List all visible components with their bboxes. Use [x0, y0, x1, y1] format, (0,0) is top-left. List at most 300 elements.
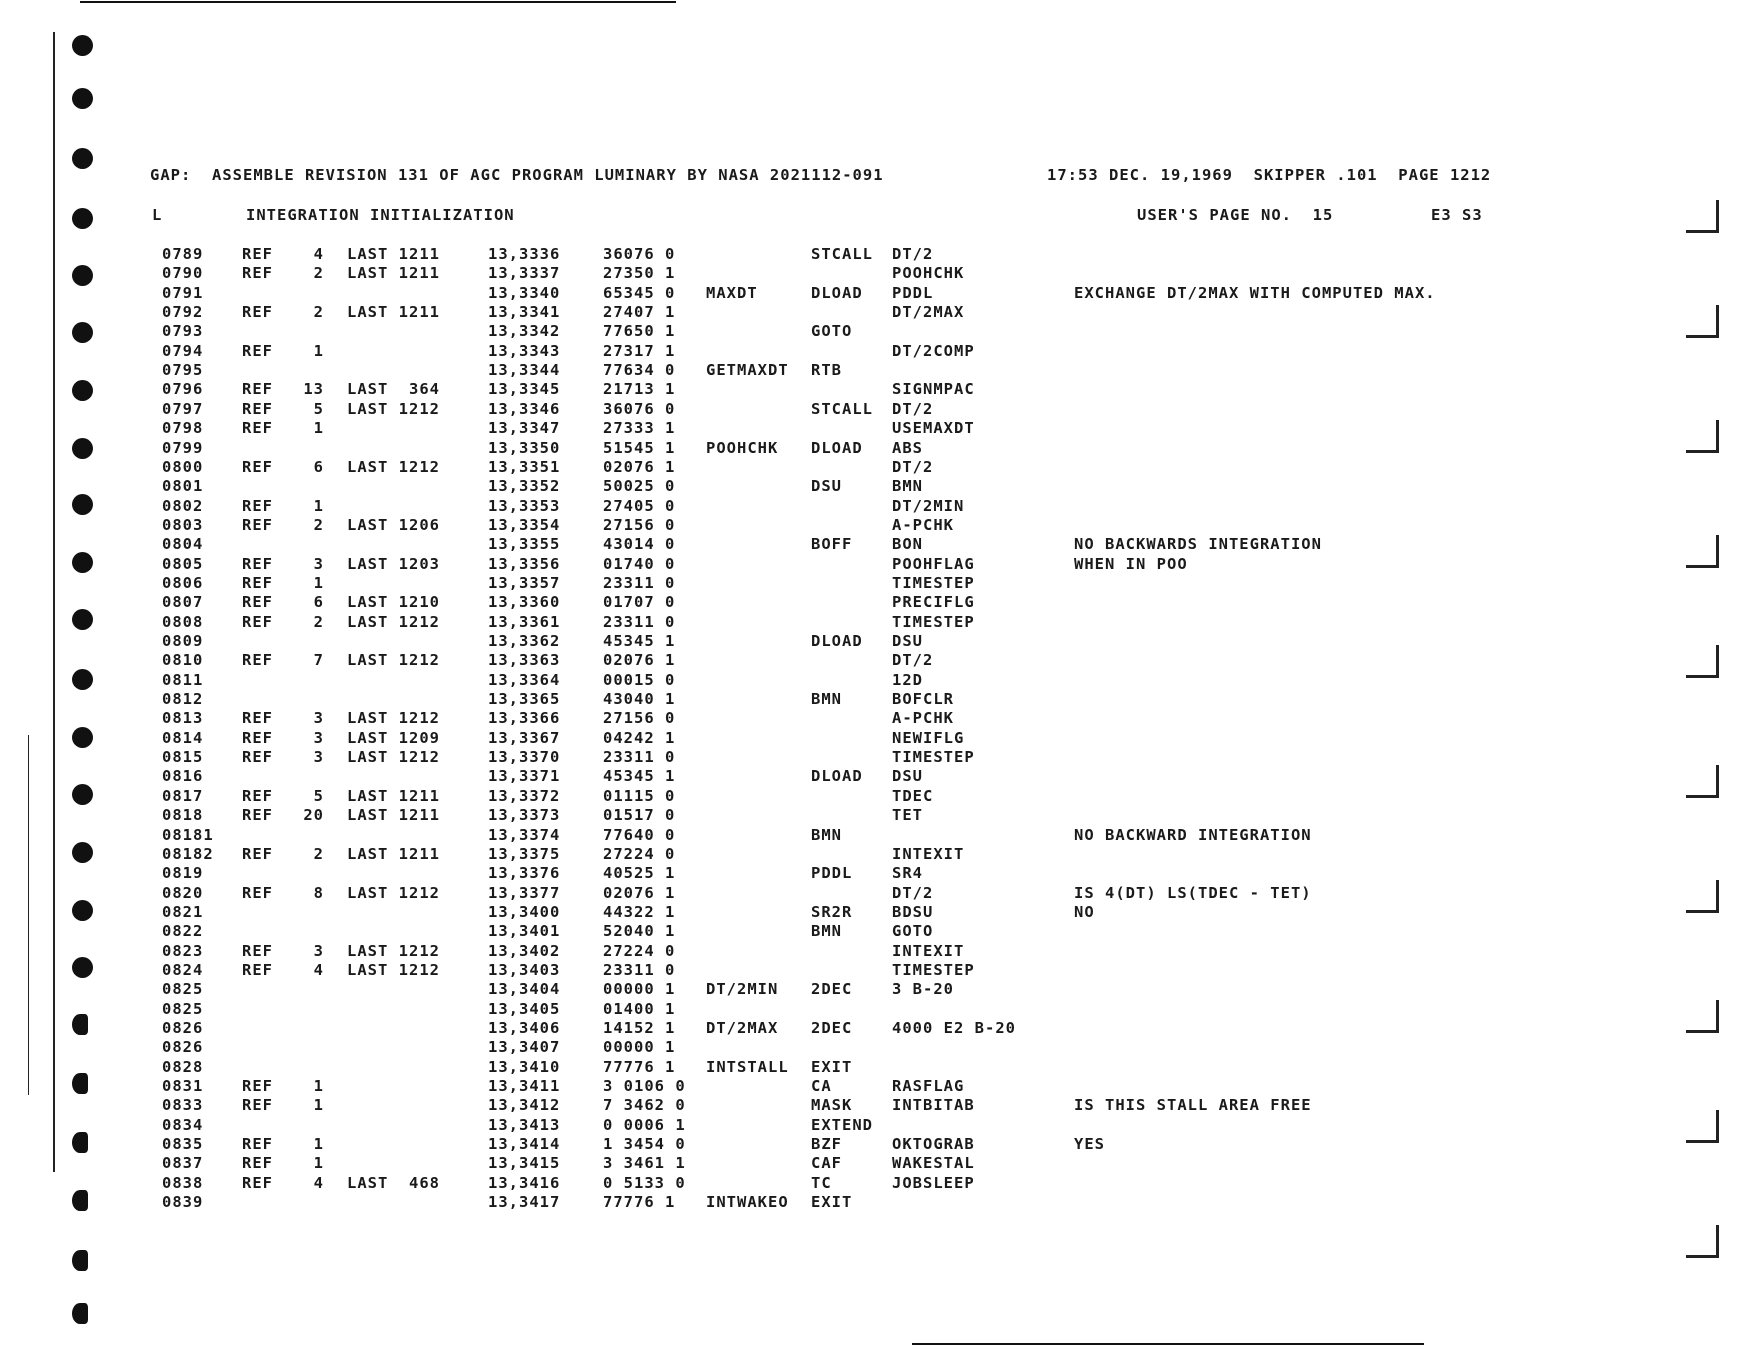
opcode: BMN	[811, 690, 842, 709]
octal-code: 36076 0	[603, 245, 676, 263]
sheet-code: E3 S3	[1431, 206, 1483, 224]
opcode: DLOAD	[811, 283, 863, 302]
ref-marker: REF	[242, 748, 273, 767]
ref-marker: REF	[242, 245, 273, 263]
registration-mark	[1686, 1225, 1719, 1258]
line-number: 0797	[162, 399, 204, 418]
octal-code: 36076 0	[603, 399, 676, 418]
line-number: 0825	[162, 980, 204, 999]
opcode: BMN	[811, 825, 842, 844]
memory-address: 13,3346	[488, 399, 561, 418]
line-number: 0818	[162, 806, 204, 825]
operand: BOFCLR	[892, 690, 954, 709]
operand: POOHFLAG	[892, 554, 975, 573]
opcode: STCALL	[811, 245, 873, 263]
memory-address: 13,3376	[488, 864, 561, 883]
memory-address: 13,3401	[488, 922, 561, 941]
octal-code: 77776 1	[603, 1193, 676, 1212]
octal-code: 21713 1	[603, 380, 676, 399]
line-number: 0791	[162, 283, 204, 302]
memory-address: 13,3367	[488, 728, 561, 747]
last-page-ref: LAST 1210	[347, 593, 440, 612]
memory-address: 13,3365	[488, 690, 561, 709]
octal-code: 43040 1	[603, 690, 676, 709]
last-page-ref: LAST 1203	[347, 554, 440, 573]
listing-row	[0, 497, 1740, 516]
feed-hole	[72, 208, 93, 229]
ref-count: 2	[313, 515, 324, 534]
line-number: 0798	[162, 419, 204, 438]
line-number: 0806	[162, 573, 204, 592]
operand: DT/2	[892, 399, 934, 418]
octal-code: 27317 1	[603, 341, 676, 360]
ref-marker: REF	[242, 786, 273, 805]
memory-address: 13,3347	[488, 419, 561, 438]
octal-code: 27224 0	[603, 941, 676, 960]
ref-count: 2	[313, 264, 324, 283]
memory-address: 13,3337	[488, 264, 561, 283]
line-number: 0835	[162, 1135, 204, 1154]
symbol-label: DT/2MIN	[706, 980, 779, 999]
operand: TIMESTEP	[892, 960, 975, 979]
opcode: DLOAD	[811, 438, 863, 457]
opcode: EXIT	[811, 1193, 853, 1212]
symbol-label: INTSTALL	[706, 1057, 789, 1076]
ref-count: 1	[313, 496, 324, 515]
ref-count: 6	[313, 593, 324, 612]
line-number: 0800	[162, 457, 204, 476]
listing-row	[0, 1038, 1740, 1057]
opcode: BZF	[811, 1135, 842, 1154]
listing-row	[0, 1000, 1740, 1019]
listing-row	[0, 922, 1740, 941]
octal-code: 45345 1	[603, 632, 676, 650]
listing-row	[0, 477, 1740, 496]
line-number: 0822	[162, 922, 204, 941]
last-page-ref: LAST 1211	[347, 303, 440, 322]
operand: NEWIFLG	[892, 728, 965, 747]
ref-count: 2	[313, 844, 324, 863]
operand: TIMESTEP	[892, 612, 975, 631]
line-number: 0790	[162, 264, 204, 283]
ref-marker: REF	[242, 941, 273, 960]
ref-count: 20	[303, 806, 324, 825]
octal-code: 02076 1	[603, 651, 676, 670]
line-number: 0807	[162, 593, 204, 612]
ref-marker: REF	[242, 1096, 273, 1115]
operand: BMN	[892, 477, 923, 496]
line-number: 0792	[162, 303, 204, 322]
operand: PDDL	[892, 283, 934, 302]
operand: ABS	[892, 438, 923, 457]
operand: 12D	[892, 670, 923, 689]
ref-count: 3	[313, 728, 324, 747]
opcode: BOFF	[811, 535, 853, 554]
opcode: CAF	[811, 1154, 842, 1173]
line-number: 0839	[162, 1193, 204, 1212]
operand: JOBSLEEP	[892, 1173, 975, 1192]
line-number: 0824	[162, 960, 204, 979]
ref-marker: REF	[242, 380, 273, 399]
line-number: 0789	[162, 245, 204, 263]
ref-marker: REF	[242, 457, 273, 476]
listing-row	[0, 709, 1740, 728]
listing-row	[0, 284, 1740, 303]
octal-code: 27407 1	[603, 303, 676, 322]
listing-row	[0, 903, 1740, 922]
comment: NO	[1074, 902, 1095, 921]
operand: INTEXIT	[892, 844, 965, 863]
memory-address: 13,3403	[488, 960, 561, 979]
ref-marker: REF	[242, 1135, 273, 1154]
octal-code: 77640 0	[603, 825, 676, 844]
ref-marker: REF	[242, 806, 273, 825]
line-number: 0813	[162, 709, 204, 728]
octal-code: 77776 1	[603, 1057, 676, 1076]
line-number: 0826	[162, 1019, 204, 1037]
line-number: 0803	[162, 515, 204, 534]
line-number: 0808	[162, 612, 204, 631]
last-page-ref: LAST 1212	[347, 709, 440, 728]
operand: POOHCHK	[892, 264, 965, 283]
ref-marker: REF	[242, 728, 273, 747]
operand: DT/2MIN	[892, 496, 965, 515]
ref-count: 5	[313, 399, 324, 418]
octal-code: 23311 0	[603, 748, 676, 767]
octal-code: 27405 0	[603, 496, 676, 515]
listing-row	[0, 632, 1740, 651]
page-header-right: 17:53 DEC. 19,1969 SKIPPER .101 PAGE 1212	[1047, 166, 1492, 184]
top-rule	[80, 1, 676, 3]
ref-count: 1	[313, 341, 324, 360]
memory-address: 13,3343	[488, 341, 561, 360]
opcode: MASK	[811, 1096, 853, 1115]
octal-code: 27333 1	[603, 419, 676, 438]
octal-code: 52040 1	[603, 922, 676, 941]
octal-code: 0 0006 1	[603, 1115, 686, 1134]
opcode: EXTEND	[811, 1115, 873, 1134]
last-page-ref: LAST 1211	[347, 844, 440, 863]
octal-code: 02076 1	[603, 457, 676, 476]
ref-count: 4	[313, 1173, 324, 1192]
memory-address: 13,3402	[488, 941, 561, 960]
memory-address: 13,3353	[488, 496, 561, 515]
operand: A-PCHK	[892, 709, 954, 728]
listing-row	[0, 1135, 1740, 1154]
line-number: 0834	[162, 1115, 204, 1134]
opcode: SR2R	[811, 902, 853, 921]
listing-row	[0, 613, 1740, 632]
memory-address: 13,3412	[488, 1096, 561, 1115]
octal-code: 0 5133 0	[603, 1173, 686, 1192]
last-page-ref: LAST 1206	[347, 515, 440, 534]
ref-marker: REF	[242, 612, 273, 631]
operand: SIGNMPAC	[892, 380, 975, 399]
listing-row	[0, 767, 1740, 786]
octal-code: 77634 0	[603, 361, 676, 380]
listing-row	[0, 593, 1740, 612]
ref-marker: REF	[242, 1173, 273, 1192]
operand: DSU	[892, 632, 923, 650]
ref-count: 13	[303, 380, 324, 399]
comment: YES	[1074, 1135, 1105, 1154]
octal-code: 27350 1	[603, 264, 676, 283]
listing-row	[0, 1154, 1740, 1173]
memory-address: 13,3404	[488, 980, 561, 999]
ref-count: 7	[313, 651, 324, 670]
operand: DT/2	[892, 651, 934, 670]
line-number: 08181	[162, 825, 214, 844]
listing-row	[0, 845, 1740, 864]
listing-row	[0, 1116, 1740, 1135]
ref-marker: REF	[242, 709, 273, 728]
opcode: 2DEC	[811, 1019, 853, 1037]
symbol-label: DT/2MAX	[706, 1019, 779, 1037]
line-number: 0825	[162, 999, 204, 1018]
line-number: 0796	[162, 380, 204, 399]
operand: DT/2MAX	[892, 303, 965, 322]
octal-code: 43014 0	[603, 535, 676, 554]
octal-code: 44322 1	[603, 902, 676, 921]
line-number: 0805	[162, 554, 204, 573]
last-page-ref: LAST 1212	[347, 399, 440, 418]
last-page-ref: LAST 1211	[347, 245, 440, 263]
ref-marker: REF	[242, 554, 273, 573]
memory-address: 13,3411	[488, 1077, 561, 1096]
comment: IS 4(DT) LS(TDEC - TET)	[1074, 883, 1312, 902]
last-page-ref: LAST 1212	[347, 748, 440, 767]
comment: NO BACKWARDS INTEGRATION	[1074, 535, 1322, 554]
section-letter: L	[152, 206, 163, 224]
ref-marker: REF	[242, 573, 273, 592]
octal-code: 14152 1	[603, 1019, 676, 1037]
ref-marker: REF	[242, 960, 273, 979]
opcode: EXIT	[811, 1057, 853, 1076]
memory-address: 13,3360	[488, 593, 561, 612]
listing-row	[0, 535, 1740, 554]
memory-address: 13,3364	[488, 670, 561, 689]
ref-count: 4	[313, 245, 324, 263]
ref-marker: REF	[242, 419, 273, 438]
last-page-ref: LAST 1212	[347, 883, 440, 902]
operand: GOTO	[892, 922, 934, 941]
listing-row	[0, 264, 1740, 283]
listing-row	[0, 1077, 1740, 1096]
operand: PRECIFLG	[892, 593, 975, 612]
last-page-ref: LAST 1212	[347, 612, 440, 631]
symbol-label: GETMAXDT	[706, 361, 789, 380]
ref-count: 1	[313, 1135, 324, 1154]
ref-count: 1	[313, 1077, 324, 1096]
line-number: 0814	[162, 728, 204, 747]
memory-address: 13,3366	[488, 709, 561, 728]
registration-mark	[1686, 200, 1719, 233]
ref-marker: REF	[242, 1077, 273, 1096]
listing-row	[0, 826, 1740, 845]
bottom-rule	[912, 1343, 1424, 1345]
listing-row	[0, 303, 1740, 322]
feed-hole	[72, 35, 93, 56]
memory-address: 13,3407	[488, 1038, 561, 1057]
octal-code: 00000 1	[603, 980, 676, 999]
ref-count: 3	[313, 709, 324, 728]
comment: EXCHANGE DT/2MAX WITH COMPUTED MAX.	[1074, 283, 1436, 302]
opcode: STCALL	[811, 399, 873, 418]
line-number: 0809	[162, 632, 204, 650]
ref-count: 1	[313, 1096, 324, 1115]
memory-address: 13,3374	[488, 825, 561, 844]
operand: TDEC	[892, 786, 934, 805]
line-number: 0821	[162, 902, 204, 921]
opcode: TC	[811, 1173, 832, 1192]
opcode: DLOAD	[811, 767, 863, 786]
listing-row	[0, 419, 1740, 438]
operand: 4000 E2 B-20	[892, 1019, 1016, 1037]
octal-code: 00015 0	[603, 670, 676, 689]
opcode: DSU	[811, 477, 842, 496]
octal-code: 77650 1	[603, 322, 676, 341]
memory-address: 13,3361	[488, 612, 561, 631]
last-page-ref: LAST 1212	[347, 941, 440, 960]
opcode: 2DEC	[811, 980, 853, 999]
ref-count: 6	[313, 457, 324, 476]
octal-code: 01115 0	[603, 786, 676, 805]
last-page-ref: LAST 1212	[347, 651, 440, 670]
memory-address: 13,3352	[488, 477, 561, 496]
line-number: 0828	[162, 1057, 204, 1076]
memory-address: 13,3372	[488, 786, 561, 805]
ref-marker: REF	[242, 883, 273, 902]
operand: WAKESTAL	[892, 1154, 975, 1173]
ref-marker: REF	[242, 844, 273, 863]
octal-code: 23311 0	[603, 612, 676, 631]
octal-code: 01707 0	[603, 593, 676, 612]
ref-marker: REF	[242, 1154, 273, 1173]
octal-code: 02076 1	[603, 883, 676, 902]
ref-marker: REF	[242, 264, 273, 283]
listing-row	[0, 361, 1740, 380]
listing-row	[0, 787, 1740, 806]
opcode: BMN	[811, 922, 842, 941]
opcode: CA	[811, 1077, 832, 1096]
operand: OKTOGRAB	[892, 1135, 975, 1154]
comment: WHEN IN POO	[1074, 554, 1188, 573]
listing-row	[0, 671, 1740, 690]
listing-row	[0, 245, 1740, 264]
listing-row	[0, 1096, 1740, 1115]
line-number: 0837	[162, 1154, 204, 1173]
memory-address: 13,3357	[488, 573, 561, 592]
line-number: 0826	[162, 1038, 204, 1057]
symbol-label: INTWAKEO	[706, 1193, 789, 1212]
operand: USEMAXDT	[892, 419, 975, 438]
listing-row	[0, 864, 1740, 883]
ref-count: 3	[313, 748, 324, 767]
octal-code: 27224 0	[603, 844, 676, 863]
ref-marker: REF	[242, 303, 273, 322]
operand: RASFLAG	[892, 1077, 965, 1096]
line-number: 0802	[162, 496, 204, 515]
listing-row	[0, 380, 1740, 399]
ref-marker: REF	[242, 399, 273, 418]
octal-code: 27156 0	[603, 515, 676, 534]
operand: BON	[892, 535, 923, 554]
octal-code: 01400 1	[603, 999, 676, 1018]
memory-address: 13,3355	[488, 535, 561, 554]
listing-row	[0, 1019, 1740, 1038]
operand: INTEXIT	[892, 941, 965, 960]
symbol-label: MAXDT	[706, 283, 758, 302]
operand: DT/2	[892, 883, 934, 902]
operand: TIMESTEP	[892, 573, 975, 592]
memory-address: 13,3417	[488, 1193, 561, 1212]
last-page-ref: LAST 1209	[347, 728, 440, 747]
operand: DSU	[892, 767, 923, 786]
memory-address: 13,3345	[488, 380, 561, 399]
comment: IS THIS STALL AREA FREE	[1074, 1096, 1312, 1115]
memory-address: 13,3377	[488, 883, 561, 902]
memory-address: 13,3351	[488, 457, 561, 476]
line-number: 0801	[162, 477, 204, 496]
opcode: DLOAD	[811, 632, 863, 650]
memory-address: 13,3410	[488, 1057, 561, 1076]
octal-code: 50025 0	[603, 477, 676, 496]
operand: DT/2	[892, 457, 934, 476]
memory-address: 13,3362	[488, 632, 561, 650]
ref-count: 2	[313, 303, 324, 322]
listing-row	[0, 806, 1740, 825]
operand: BDSU	[892, 902, 934, 921]
octal-code: 3 3461 1	[603, 1154, 686, 1173]
ref-marker: REF	[242, 515, 273, 534]
line-number: 0793	[162, 322, 204, 341]
octal-code: 65345 0	[603, 283, 676, 302]
listing-row	[0, 555, 1740, 574]
memory-address: 13,3363	[488, 651, 561, 670]
line-number: 0823	[162, 941, 204, 960]
memory-address: 13,3414	[488, 1135, 561, 1154]
opcode: GOTO	[811, 322, 853, 341]
memory-address: 13,3415	[488, 1154, 561, 1173]
operand: TET	[892, 806, 923, 825]
listing-row	[0, 516, 1740, 535]
memory-address: 13,3350	[488, 438, 561, 457]
ref-count: 1	[313, 1154, 324, 1173]
operand: DT/2	[892, 245, 934, 263]
memory-address: 13,3342	[488, 322, 561, 341]
listing-row	[0, 342, 1740, 361]
feed-hole	[72, 1250, 88, 1271]
users-page-number: USER'S PAGE NO. 15	[1137, 206, 1334, 224]
ref-marker: REF	[242, 341, 273, 360]
ref-count: 8	[313, 883, 324, 902]
section-title: INTEGRATION INITIALIZATION	[246, 206, 515, 224]
octal-code: 04242 1	[603, 728, 676, 747]
line-number: 0838	[162, 1173, 204, 1192]
octal-code: 3 0106 0	[603, 1077, 686, 1096]
operand: TIMESTEP	[892, 748, 975, 767]
memory-address: 13,3344	[488, 361, 561, 380]
memory-address: 13,3356	[488, 554, 561, 573]
ref-marker: REF	[242, 593, 273, 612]
octal-code: 45345 1	[603, 767, 676, 786]
operand: A-PCHK	[892, 515, 954, 534]
line-number: 0804	[162, 535, 204, 554]
line-number: 0799	[162, 438, 204, 457]
octal-code: 01517 0	[603, 806, 676, 825]
memory-address: 13,3413	[488, 1115, 561, 1134]
opcode: PDDL	[811, 864, 853, 883]
